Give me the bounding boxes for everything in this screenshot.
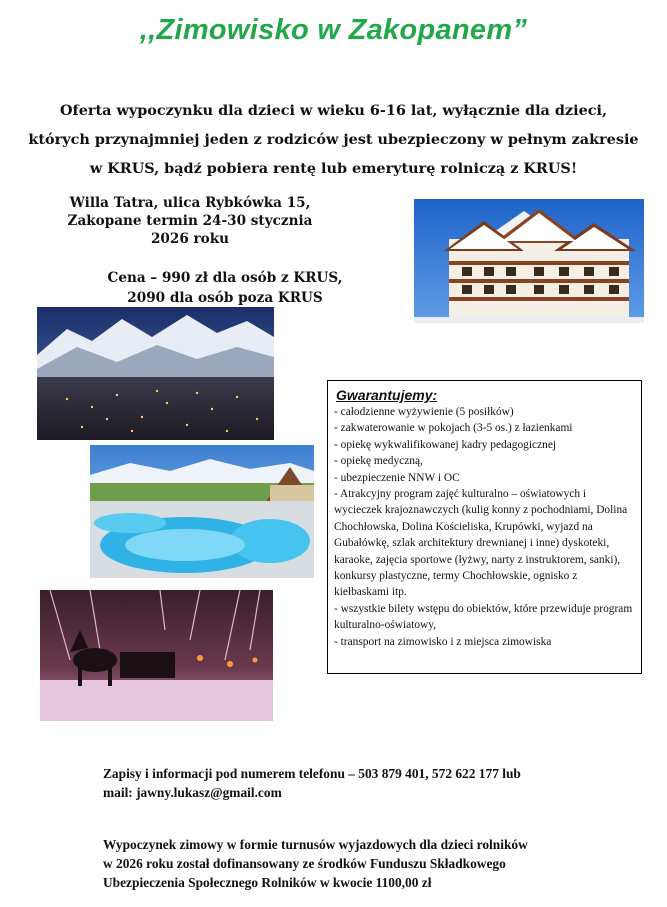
contact-info [103,764,623,802]
thermal-pool-photo [90,445,314,578]
funding-note [103,835,623,892]
guarantee-list [334,404,635,650]
guarantee-item: - zakwaterowanie w pokojach (3-5 os.) z łazienkami [334,422,573,435]
price-line: Cena – 990 zł dla osób z KRUS, [107,270,343,286]
price-line: 2090 dla osób poza KRUS [127,290,323,306]
guarantee-item: - całodzienne wyżywienie (5 posiłków) [334,406,514,418]
intro-line: których przynajmniej jeden z rodziców jest ubezpieczony w pełnym zakresie [28,131,639,148]
offer-intro [10,96,657,183]
guarantee-item: - transport na zimowisko i z miejsca zimowiska [334,635,552,648]
guarantee-item: - Atrakcyjny program zajęć kulturalno – oświatowych i wycieczek krajoznawczych (kulig konny z pochodniami, Dolina Chochłowska, Dolina Kościeliska, Krupówki, wyjazd na Gubałówkę, szlak architektury drewnianej i inne) dyskoteki, karaoke, zajęcia sportowe (łyżwy, narty z instruktorem, sanki), konkursy plastyczne, termy Chochłowskie, ognisko z kiełbaskami itp. [334,488,628,599]
guarantee-title: Gwarantujemy: [336,387,438,403]
venue-info [40,194,340,248]
guarantee-box [327,380,642,674]
venue-line: Zakopane termin 24-30 stycznia [67,213,313,229]
funding-line: Wypoczynek zimowy w formie turnusów wyjazdowych dla dzieci rolników [103,837,528,852]
guarantee-item: - opiekę medyczną, [334,455,423,468]
contact-email[interactable]: mail: jawny.lukasz@gmail.com [103,785,282,800]
contact-line: Zapisy i informacji pod numerem telefonu – 503 879 401, 572 622 177 lub [103,766,521,781]
intro-line: Oferta wypoczynku dla dzieci w wieku 6-16 lat, wyłącznie dla dzieci, [60,102,607,119]
price-info [60,268,390,308]
guarantee-item: - ubezpieczenie NNW i OC [334,471,460,484]
intro-line: w KRUS, bądź pobiera rentę lub emeryturę rolniczą z KRUS! [89,160,578,177]
sleigh-ride-photo [40,590,273,721]
page-title: ,,Zimowisko w Zakopanem” [139,14,528,46]
venue-line: Willa Tatra, ulica Rybkówka 15, [69,195,311,211]
venue-line: 2026 roku [150,231,230,247]
guarantee-item: - opiekę wykwalifikowanej kadry pedagogicznej [334,438,557,451]
guarantee-item: - wszystkie bilety wstępu do obiektów, które przewiduje program kulturalno-oświatowy, [334,602,633,632]
mountain-panorama-photo [37,307,274,440]
villa-photo [414,199,644,342]
funding-line: w 2026 roku został dofinansowany ze środków Funduszu Składkowego [103,856,506,871]
funding-line: Ubezpieczenia Społecznego Rolników w kwocie 1100,00 zł [103,875,432,890]
